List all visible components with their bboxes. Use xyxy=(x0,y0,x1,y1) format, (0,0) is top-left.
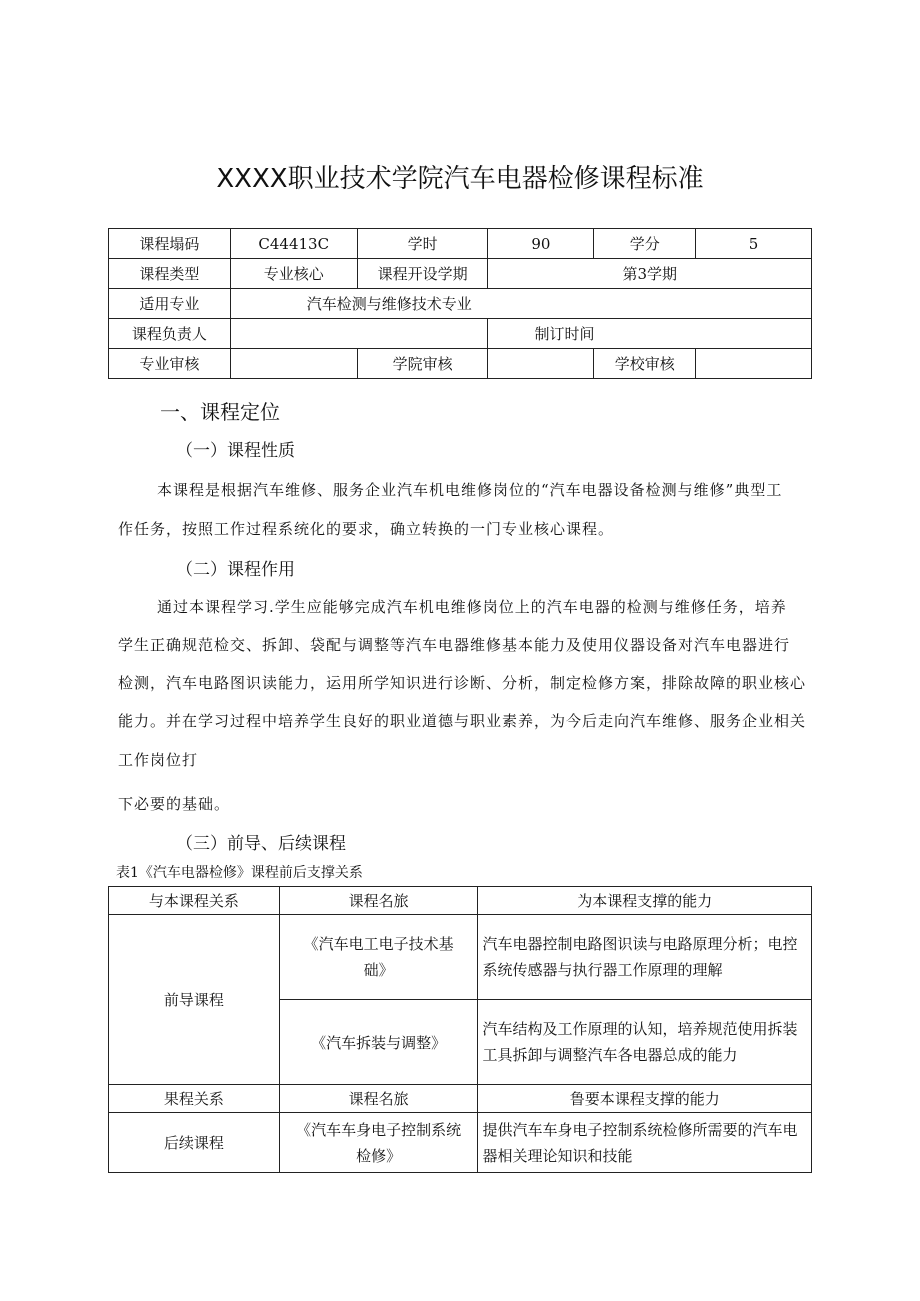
subsection-heading: （一）课程性质 xyxy=(176,441,295,461)
paragraph-line: 本课程是根据汽车维修、服务企业汽车机电维修岗位的“汽车电器设备检测与维修”典型工 xyxy=(157,481,783,499)
major-review-label: 专业审核 xyxy=(109,349,231,379)
term-value: 第3学期 xyxy=(488,259,812,289)
paragraph-line: 通过本课程学习.学生应能够完成汽车机电维修岗位上的汽车电器的检测与维修任务，培养 xyxy=(157,598,787,616)
course-info-table xyxy=(108,228,812,379)
table-row xyxy=(109,259,812,289)
page-title: XXXX职业技术学院汽车电器检修课程标准 xyxy=(216,164,704,194)
school-review-value xyxy=(696,349,812,379)
table-row xyxy=(109,915,812,1000)
table-row xyxy=(109,1085,812,1113)
paragraph-line: 下必要的基础。 xyxy=(118,795,231,813)
table-row xyxy=(109,349,812,379)
table-row xyxy=(109,319,812,349)
course-name-cell: 《汽车拆装与调整》 xyxy=(279,1000,478,1085)
relation-cell: 后续课程 xyxy=(109,1113,280,1173)
table-row xyxy=(109,1113,812,1173)
owner-label: 课程负责人 xyxy=(109,319,231,349)
course-name-cell: 《汽车电工电子技术基础》 xyxy=(279,915,478,1000)
ability-cell: 汽车结构及工作原理的认知，培养规范使用拆装工具拆卸与调整汽车各电器总成的能力 xyxy=(478,1000,812,1085)
table-row xyxy=(109,289,812,319)
major-review-value xyxy=(230,349,357,379)
table-row xyxy=(109,887,812,915)
column-header: 课程名旅 xyxy=(279,1085,478,1113)
column-header: 鲁要本课程支撑的能力 xyxy=(478,1085,812,1113)
support-table xyxy=(108,886,812,1173)
owner-value xyxy=(230,319,488,349)
date-label: 制订时间 xyxy=(488,319,812,349)
column-header: 课程名旅 xyxy=(279,887,478,915)
course-code-value: C44413C xyxy=(230,229,357,259)
table-caption: 表1《汽车电器检修》课程前后支撑关系 xyxy=(116,865,363,881)
subsection-heading: （三）前导、后续课程 xyxy=(176,834,346,854)
column-header: 与本课程关系 xyxy=(109,887,280,915)
paragraph-line: 作任务，按照工作过程系统化的要求，确立转换的一门专业核心课程。 xyxy=(118,520,615,538)
hours-value: 90 xyxy=(488,229,594,259)
major-value: 汽车检测与维修技术专业 xyxy=(230,289,811,319)
column-header: 果程关系 xyxy=(109,1085,280,1113)
course-type-label: 课程类型 xyxy=(109,259,231,289)
credit-value: 5 xyxy=(696,229,812,259)
paragraph-line: 能力。并在学习过程中培养学生良好的职业道德与职业素养，为今后走向汽车维修、服务企业相关 xyxy=(118,712,807,730)
table-row xyxy=(109,229,812,259)
school-review-label: 学校审核 xyxy=(594,349,696,379)
course-code-label: 课程塌码 xyxy=(109,229,231,259)
section-heading: 一、课程定位 xyxy=(160,400,280,424)
subsection-heading: （二）课程作用 xyxy=(176,560,295,580)
paragraph-line: 工作岗位打 xyxy=(118,751,199,769)
ability-cell: 汽车电器控制电路图识读与电路原理分析；电控系统传感器与执行器工作原理的理解 xyxy=(478,915,812,1000)
column-header: 为本课程支撑的能力 xyxy=(478,887,812,915)
course-type-value: 专业核心 xyxy=(230,259,357,289)
relation-cell: 前导课程 xyxy=(109,915,280,1085)
hours-label: 学时 xyxy=(357,229,488,259)
college-review-label: 学院审核 xyxy=(357,349,488,379)
course-name-cell: 《汽车车身电子控制系统检修》 xyxy=(279,1113,478,1173)
ability-cell: 提供汽车车身电子控制系统检修所需要的汽车电器相关理论知识和技能 xyxy=(478,1113,812,1173)
term-label: 课程开设学期 xyxy=(357,259,488,289)
college-review-value xyxy=(488,349,594,379)
paragraph-line: 学生正确规范检交、拆卸、袋配与调整等汽车电器维修基本能力及使用仪器设备对汽车电器进行 xyxy=(118,636,791,654)
paragraph-line: 检测，汽车电路图识读能力，运用所学知识进行诊断、分析，制定检修方案，排除故障的职业核心 xyxy=(118,674,807,692)
credit-label: 学分 xyxy=(594,229,696,259)
major-label: 适用专业 xyxy=(109,289,231,319)
